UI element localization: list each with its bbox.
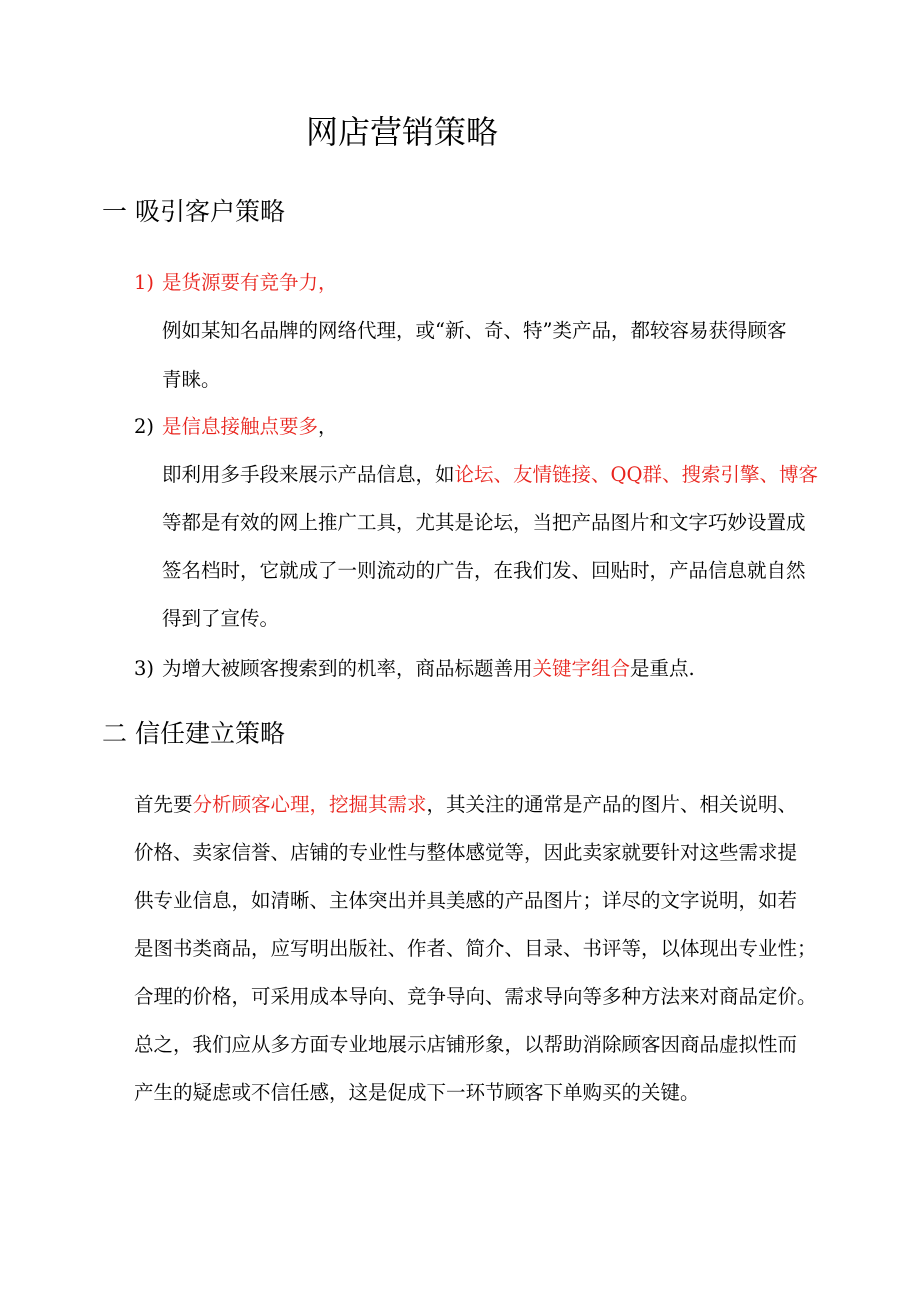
text-segment: 为增大被顾客搜索到的机率，商品标题善用 [162,657,533,680]
paragraph-line: 例如某知名品牌的网络代理，或“新、奇、特”类产品，都较容易获得顾客 [162,319,787,342]
list-item-1-heading [134,269,338,297]
list-item-1-title: 是货源要有竞争力， [162,271,338,294]
paragraph-line [162,461,818,489]
paragraph-line: 供专业信息，如清晰、主体突出并具美感的产品图片；详尽的文字说明，如若 [134,889,798,912]
paragraph-line: 是图书类商品，应写明出版社、作者、简介、目录、书评等，以体现出专业性； [134,937,817,960]
paragraph-line: 等都是有效的网上推广工具，尤其是论坛，当把产品图片和文字巧妙设置成 [162,511,806,534]
paragraph-line: 合理的价格，可采用成本导向、竞争导向、需求导向等多种方法来对商品定价。 [134,985,817,1008]
paragraph-line: 总之，我们应从多方面专业地展示店铺形象，以帮助消除顾客因商品虚拟性而 [134,1033,798,1056]
paragraph-line: 产生的疑虑或不信任感，这是促成下一环节顾客下单购买的关键。 [134,1081,700,1104]
section-heading-build-trust: 二 信任建立策略 [102,719,285,748]
paragraph-line: 价格、卖家信誉、店铺的专业性与整体感觉等，因此卖家就要针对这些需求提 [134,841,798,864]
list-item-1-number: 1) [134,271,155,294]
list-item-3-number: 3) [134,657,155,680]
list-item-2-title-suffix: ， [318,415,338,438]
page-title: 网店营销策略 [306,113,499,151]
paragraph-line [134,791,797,819]
highlighted-keywords: 关键字组合 [532,657,631,680]
text-segment: 是重点. [630,657,695,680]
paragraph-line: 青睐。 [162,368,221,391]
list-item-3 [134,655,695,683]
paragraph-line: 签名档时，它就成了一则流动的广告，在我们发、回贴时，产品信息就自然 [162,559,806,582]
text-segment: ，其关注的通常是产品的图片、相关说明、 [426,793,798,816]
paragraph-line: 得到了宣传。 [162,607,280,630]
list-item-2-title: 是信息接触点要多 [162,415,319,438]
highlighted-analysis: 分析顾客心理，挖掘其需求 [192,793,427,816]
list-item-2-number: 2) [134,415,155,438]
text-segment: 首先要 [134,793,193,816]
highlighted-channels: 论坛、友情链接、QQ群、搜索引擎、博客 [454,463,818,486]
list-item-2-heading [134,413,338,441]
text-segment: 即利用多手段来展示产品信息，如 [162,463,455,486]
section-heading-attract-customers: 一 吸引客户策略 [102,197,285,226]
